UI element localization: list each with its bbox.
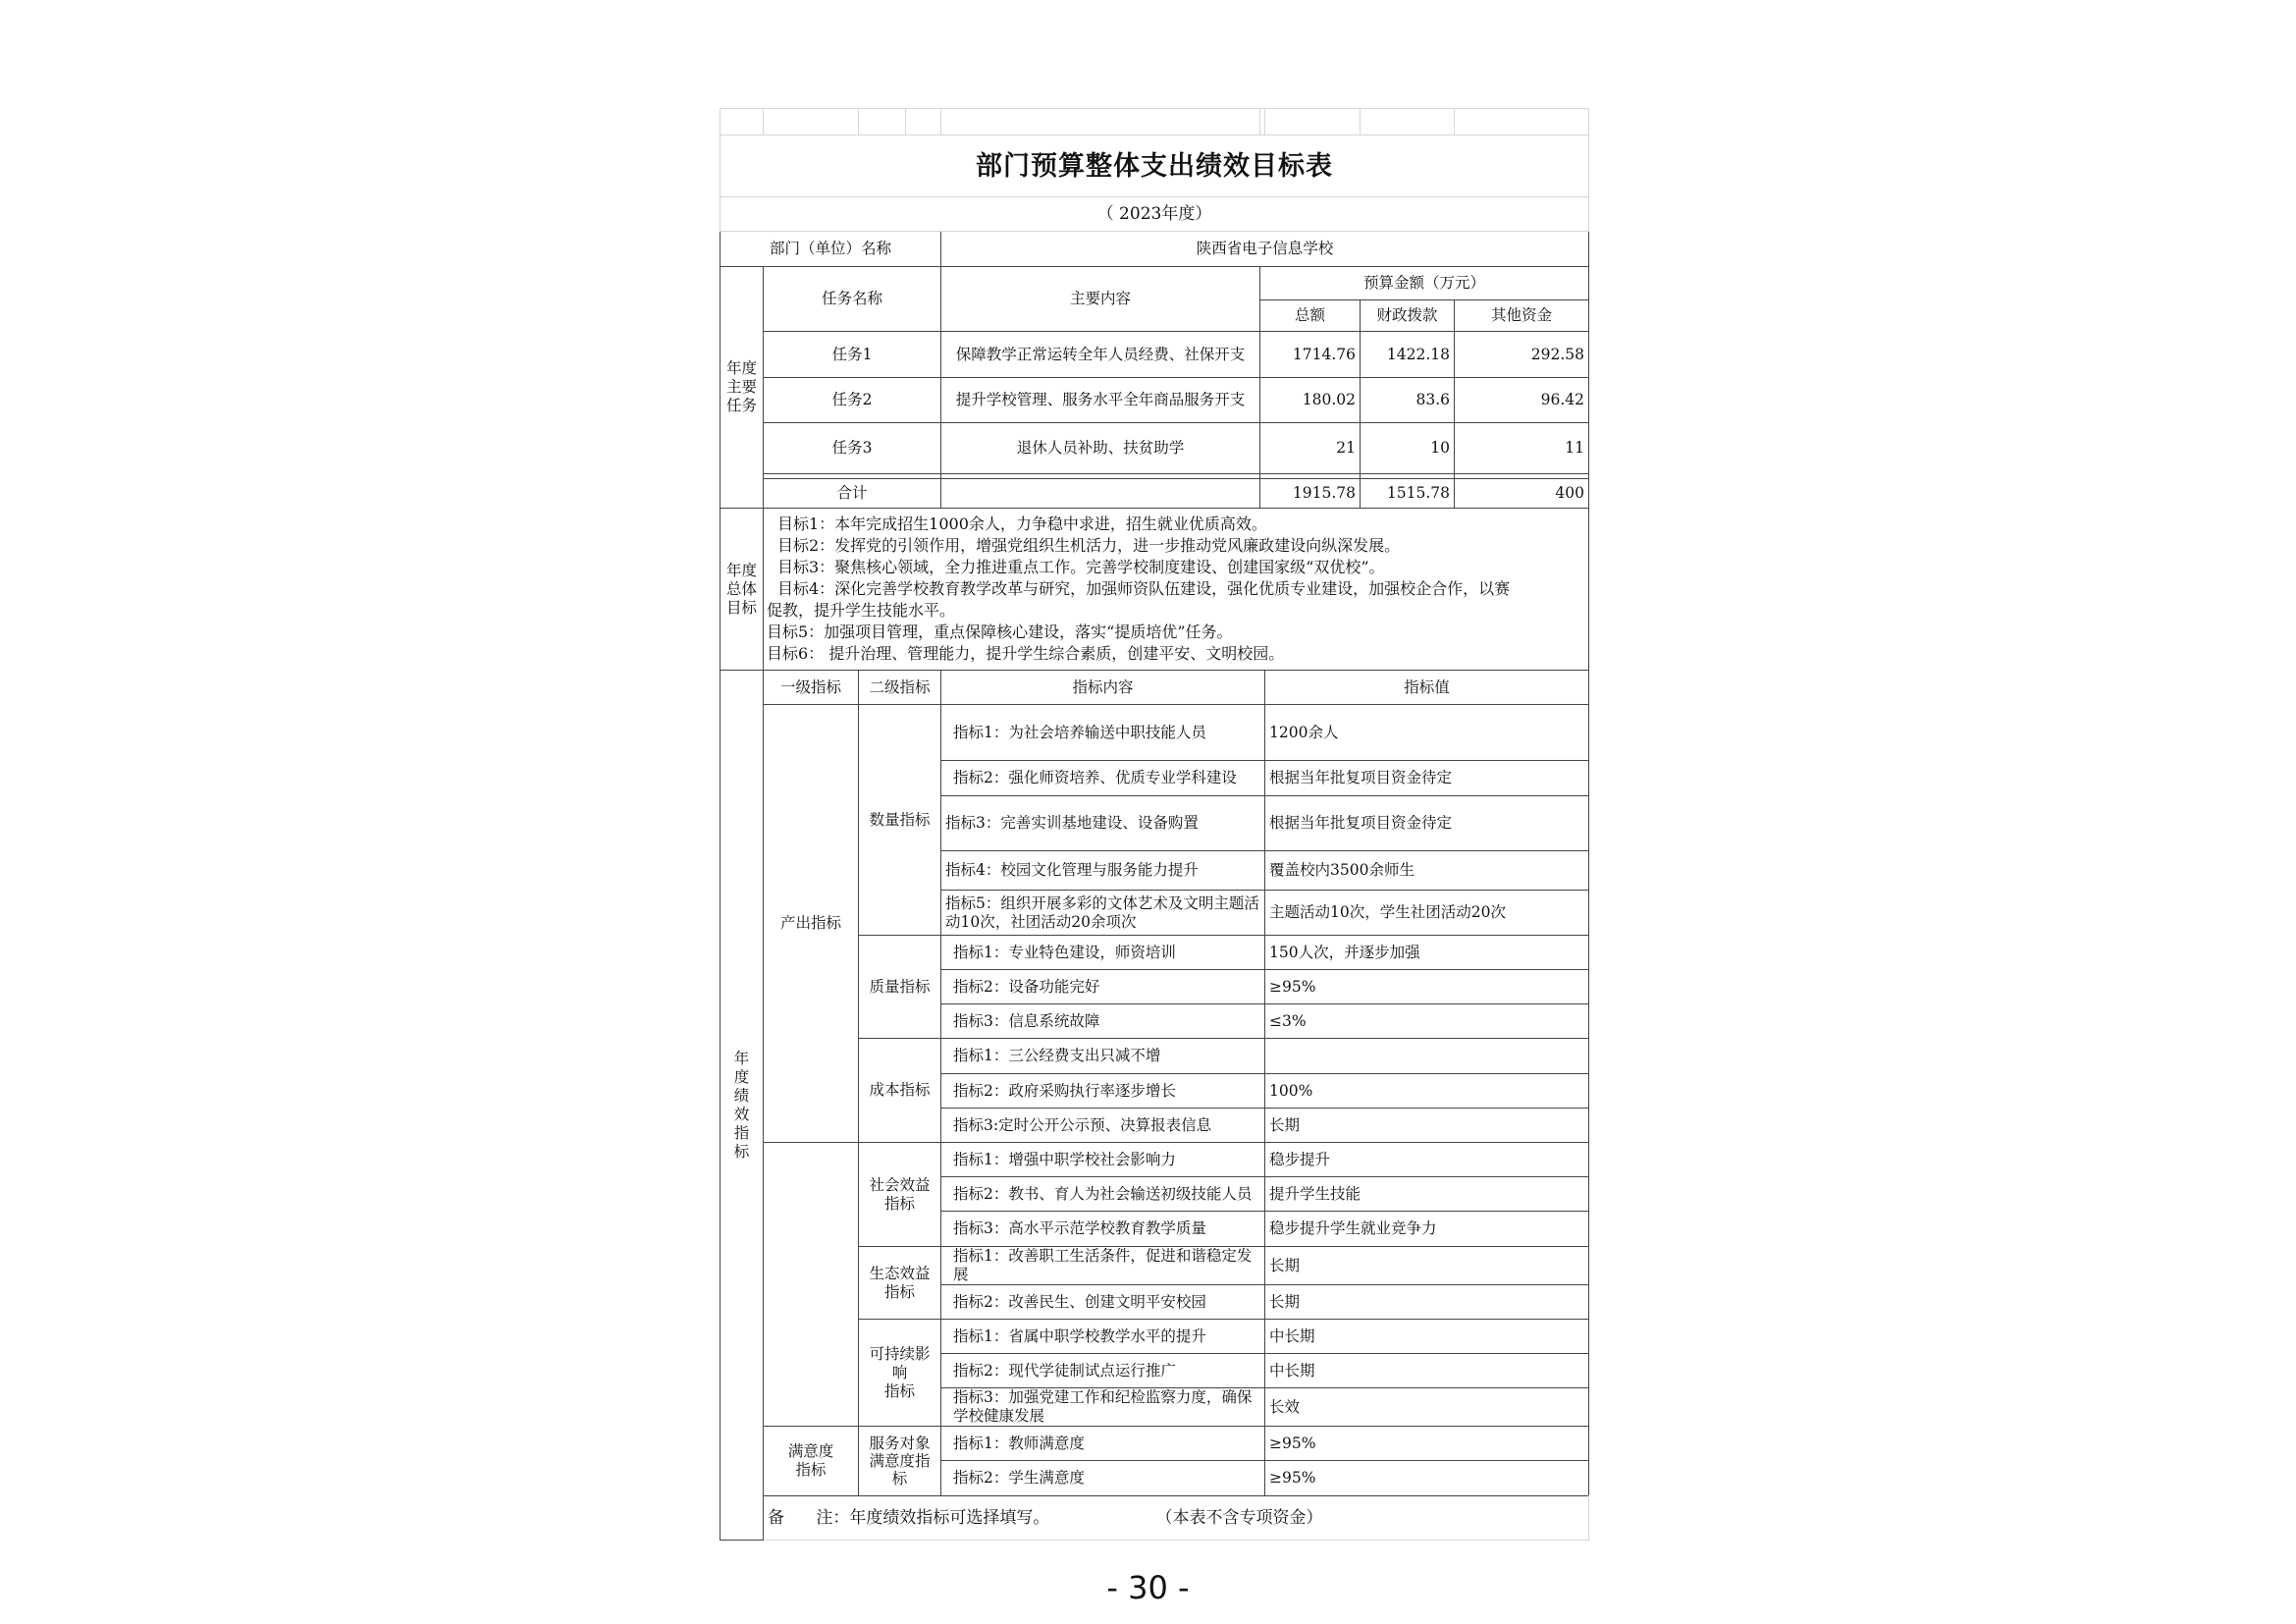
indicator-content: 指标1：教师满意度 <box>941 1427 1265 1461</box>
eco-indicators-label: 生态效益 指标 <box>859 1247 941 1320</box>
page-title: 部门预算整体支出绩效目标表 <box>721 135 1589 197</box>
effect-indicators-blank <box>764 1143 859 1427</box>
satisfaction-indicators-label: 满意度 指标 <box>764 1427 859 1496</box>
indicator-content: 指标2：改善民生、创建文明平安校园 <box>941 1285 1265 1320</box>
task-other: 11 <box>1455 423 1589 474</box>
indicator-content: 指标1：三公经费支出只减不增 <box>941 1039 1265 1074</box>
sustain-indicators-label: 可持续影 响 指标 <box>859 1320 941 1427</box>
indicator-content: 指标2：政府采购执行率逐步增长 <box>941 1074 1265 1109</box>
goal-6: 目标6： 提升治理、管理能力，提升学生综合素质，创建平安、文明校园。 <box>767 644 1285 663</box>
indicator-content: 指标1：省属中职学校教学水平的提升 <box>941 1320 1265 1354</box>
sum-label: 合计 <box>764 479 941 509</box>
indicator-content: 指标2：教书、育人为社会输送初级技能人员 <box>941 1177 1265 1212</box>
indicator-value: 稳步提升 <box>1265 1143 1589 1177</box>
task-other: 292.58 <box>1455 332 1589 378</box>
indicator-value: 根据当年批复项目资金待定 <box>1265 796 1589 851</box>
task-name: 任务2 <box>764 378 941 423</box>
indicator-value: 长效 <box>1265 1388 1589 1427</box>
indicator-value: 1200余人 <box>1265 705 1589 761</box>
indicators-section-label: 年 度 绩 效 指 标 <box>721 671 764 1541</box>
indicator-value: 150人次，并逐步加强 <box>1265 936 1589 970</box>
header-grid-row <box>721 109 1589 135</box>
indicator-value: 长期 <box>1265 1247 1589 1285</box>
indicator-content: 指标4：校园文化管理与服务能力提升 <box>941 851 1265 891</box>
goal-4-cont: 促教，提升学生技能水平。 <box>767 601 956 620</box>
task-fiscal: 83.6 <box>1361 378 1455 423</box>
indicator-row <box>721 1143 1589 1177</box>
indicator-content: 指标2：强化师资培养、优质专业学科建设 <box>941 761 1265 796</box>
indicator-content: 指标2：学生满意度 <box>941 1461 1265 1496</box>
indicator-value: 中长期 <box>1265 1320 1589 1354</box>
indicator-content: 指标1：专业特色建设，师资培训 <box>941 936 1265 970</box>
task-name: 任务3 <box>764 423 941 474</box>
task-sum-row <box>721 479 1589 509</box>
task-fiscal: 10 <box>1361 423 1455 474</box>
indicator-content: 指标2：现代学徒制试点运行推广 <box>941 1354 1265 1388</box>
indicator-content: 指标3：完善实训基地建设、设备购置 <box>941 796 1265 851</box>
task-total: 180.02 <box>1260 378 1361 423</box>
quality-indicators-label: 质量指标 <box>859 936 941 1039</box>
indicator-value <box>1265 1039 1589 1074</box>
indicator-value: 100% <box>1265 1074 1589 1109</box>
budget-header: 预算金额（万元） <box>1260 267 1589 300</box>
dept-label: 部门（单位）名称 <box>721 232 941 267</box>
annual-goals <box>764 509 1589 671</box>
sum-total: 1915.78 <box>1260 479 1361 509</box>
indicator-value: 长期 <box>1265 1285 1589 1320</box>
total-header: 总额 <box>1260 300 1361 332</box>
indicator-value: 稳步提升学生就业竞争力 <box>1265 1212 1589 1247</box>
task-row <box>721 332 1589 378</box>
indicator-content: 指标1：增强中职学校社会影响力 <box>941 1143 1265 1177</box>
indicator-content: 指标5：组织开展多彩的文体艺术及文明主题活动10次，社团活动20余项次 <box>941 891 1265 936</box>
indicator-content: 指标2：设备功能完好 <box>941 970 1265 1004</box>
indicator-content: 指标3：高水平示范学校教育教学质量 <box>941 1212 1265 1247</box>
task-row <box>721 378 1589 423</box>
indicator-value: 覆盖校内3500余师生 <box>1265 851 1589 891</box>
indicator-value: ≥95% <box>1265 1427 1589 1461</box>
task-content-header: 主要内容 <box>941 267 1260 332</box>
indicator-content: 指标3:定时公开公示预、决算报表信息 <box>941 1109 1265 1143</box>
goal-2: 目标2：发挥党的引领作用，增强党组织生机活力，进一步推动党风廉政建设向纵深发展。 <box>777 536 1401 555</box>
tasks-section-label: 年度 主要 任务 <box>721 267 764 509</box>
indicator-content: 指标3：加强党建工作和纪检监察力度，确保学校健康发展 <box>941 1388 1265 1427</box>
sum-fiscal: 1515.78 <box>1361 479 1455 509</box>
indicator-content: 指标1：改善职工生活条件，促进和谐稳定发展 <box>941 1247 1265 1285</box>
indicator-value: 提升学生技能 <box>1265 1177 1589 1212</box>
indicator-value: 主题活动10次，学生社团活动20次 <box>1265 891 1589 936</box>
quantity-indicators-label: 数量指标 <box>859 705 941 936</box>
goal-5: 目标5：加强项目管理，重点保障核心建设，落实“提质培优”任务。 <box>767 623 1233 641</box>
dept-value: 陕西省电子信息学校 <box>941 232 1589 267</box>
task-row <box>721 423 1589 474</box>
indicator-row <box>721 1427 1589 1461</box>
indicator-value: 中长期 <box>1265 1354 1589 1388</box>
indicator-value: ≥95% <box>1265 1461 1589 1496</box>
value-header: 指标值 <box>1265 671 1589 705</box>
task-content: 退休人员补助、扶贫助学 <box>941 423 1260 474</box>
fiscal-year: （ 2023年度） <box>721 197 1589 232</box>
goal-1: 目标1：本年完成招生1000余人，力争稳中求进，招生就业优质高效。 <box>777 514 1267 533</box>
task-name: 任务1 <box>764 332 941 378</box>
task-total: 21 <box>1260 423 1361 474</box>
task-fiscal: 1422.18 <box>1361 332 1455 378</box>
sum-other: 400 <box>1455 479 1589 509</box>
service-satisfaction-label: 服务对象 满意度指 标 <box>859 1427 941 1496</box>
goals-section-label: 年度 总体 目标 <box>721 509 764 671</box>
footnote: 备 注：年度绩效指标可选择填写。 （本表不含专项资金） <box>764 1496 1589 1541</box>
task-content: 提升学校管理、服务水平全年商品服务开支 <box>941 378 1260 423</box>
indicator-content: 指标1：为社会培养输送中职技能人员 <box>941 705 1265 761</box>
indicator-value: ≥95% <box>1265 970 1589 1004</box>
indicator-content: 指标3：信息系统故障 <box>941 1004 1265 1039</box>
content-header: 指标内容 <box>941 671 1265 705</box>
fiscal-header: 财政拨款 <box>1361 300 1455 332</box>
level1-header: 一级指标 <box>764 671 859 705</box>
task-content: 保障教学正常运转全年人员经费、社保开支 <box>941 332 1260 378</box>
social-indicators-label: 社会效益 指标 <box>859 1143 941 1247</box>
page-number: - 30 - <box>1106 1569 1190 1606</box>
indicator-value: 长期 <box>1265 1109 1589 1143</box>
budget-performance-sheet <box>720 108 1588 1541</box>
output-indicators-label: 产出指标 <box>764 705 859 1143</box>
other-header: 其他资金 <box>1455 300 1589 332</box>
cost-indicators-label: 成本指标 <box>859 1039 941 1143</box>
goal-4: 目标4：深化完善学校教育教学改革与研究，加强师资队伍建设，强化优质专业建设，加强校企合作，以赛 <box>777 579 1511 598</box>
task-other: 96.42 <box>1455 378 1589 423</box>
indicator-value: 根据当年批复项目资金待定 <box>1265 761 1589 796</box>
indicator-value: ≤3% <box>1265 1004 1589 1039</box>
goal-3: 目标3：聚焦核心领域，全力推进重点工作。完善学校制度建设、创建国家级“双优校”。 <box>777 558 1385 576</box>
level2-header: 二级指标 <box>859 671 941 705</box>
indicator-row <box>721 705 1589 761</box>
task-total: 1714.76 <box>1260 332 1361 378</box>
task-name-header: 任务名称 <box>764 267 941 332</box>
